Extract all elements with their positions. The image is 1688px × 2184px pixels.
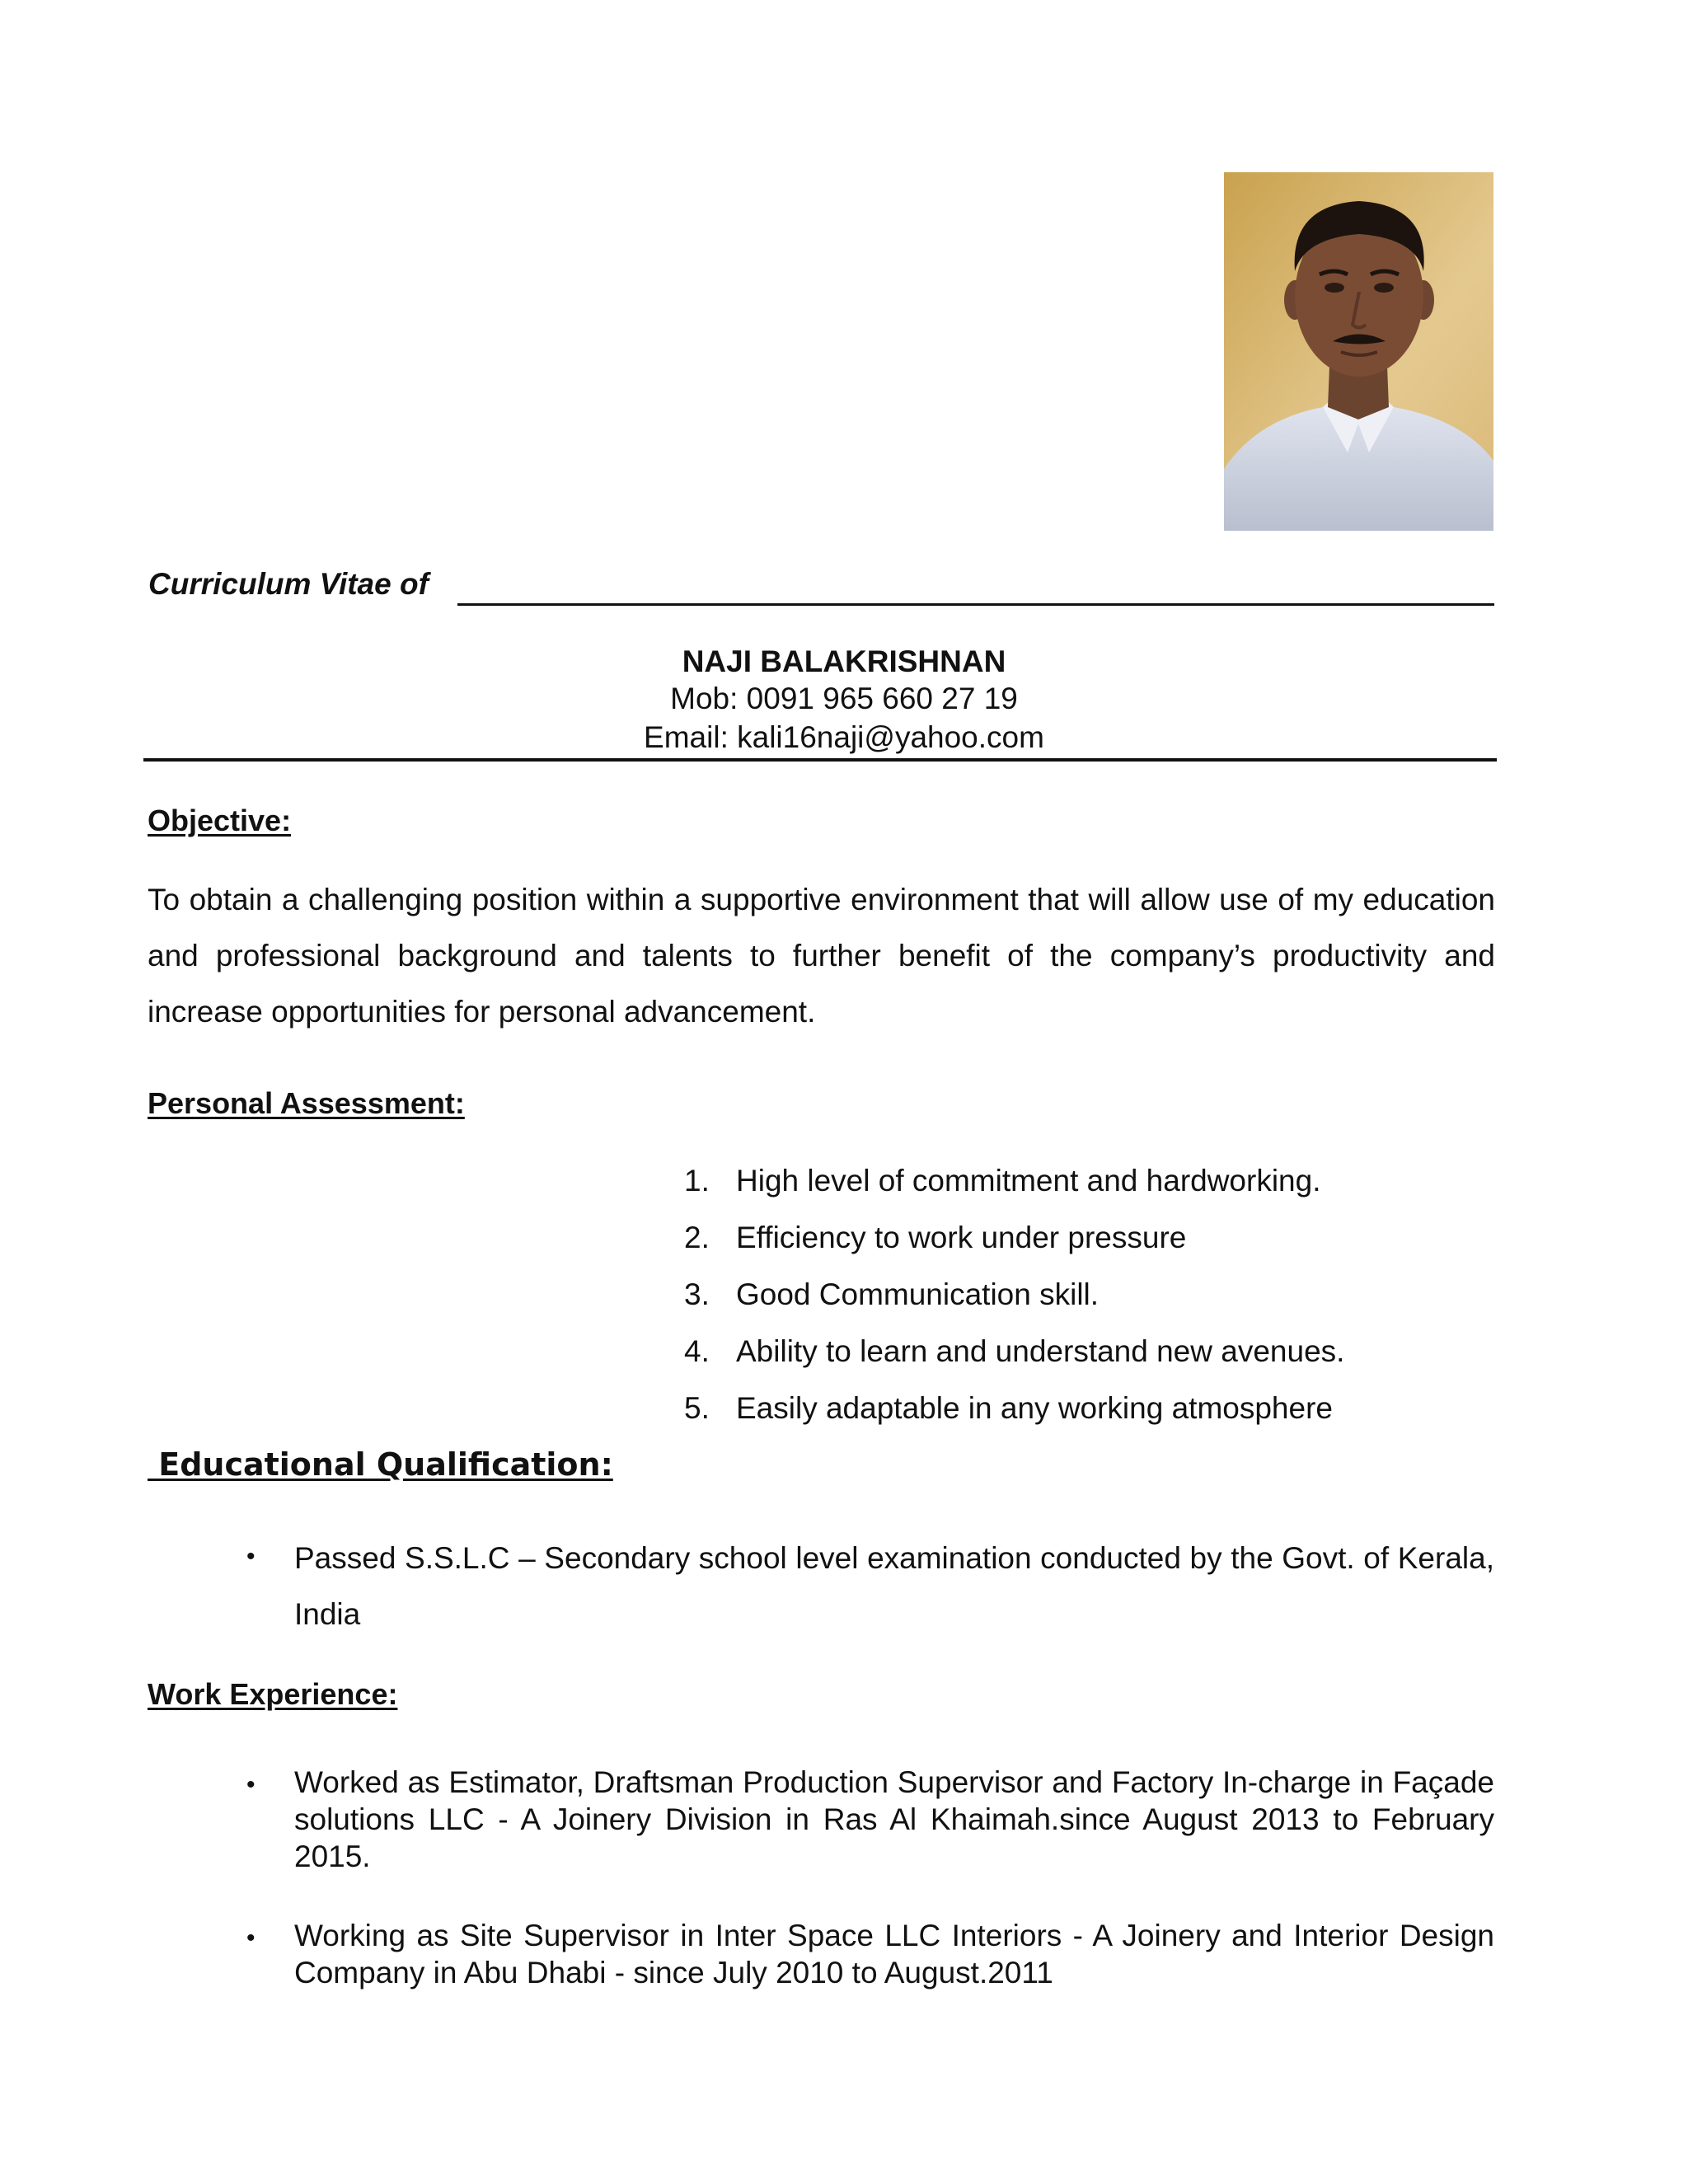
work-heading: Work Experience: (148, 1677, 398, 1711)
cv-title: Curriculum Vitae of (148, 567, 429, 601)
assessment-heading: Personal Assessment: (148, 1086, 465, 1120)
list-item (684, 1277, 1099, 1312)
work-item: Working as Site Supervisor in Inter Space LLC Interiors - A Joinery and Interior Design Company in Abu Dhabi - since July 2010 to August.2011 (294, 1919, 1494, 1990)
email-address: Email: kali16naji@yahoo.com (644, 720, 1044, 754)
objective-heading: Objective: (148, 804, 292, 837)
header-divider (143, 758, 1497, 762)
list-item (684, 1221, 1186, 1255)
candidate-name: NAJI BALAKRISHNAN (682, 644, 1006, 678)
objective-text: To obtain a challenging position within a supportive environment that will allow use of my education and professional background and talents to further benefit of the company’s productivity and increase opportunities for personal advancement. (148, 883, 1495, 1029)
list-number: 1. (684, 1164, 710, 1197)
list-item-text: Efficiency to work under pressure (736, 1221, 1187, 1254)
list-number: 2. (684, 1221, 710, 1254)
education-heading: Educational Qualification: (148, 1446, 613, 1483)
list-item (684, 1334, 1344, 1369)
list-number: 3. (684, 1277, 710, 1311)
mobile-number: Mob: 0091 965 660 27 19 (670, 682, 1018, 715)
list-number: 5. (684, 1391, 710, 1425)
work-item: Worked as Estimator, Draftsman Production Supervisor and Factory In-charge in Façade solutions LLC - A Joinery Division in Ras Al Khaimah.since August 2013 to February 2015. (294, 1765, 1494, 1873)
list-item (684, 1164, 1321, 1198)
list-item-text: High level of commitment and hardworking. (736, 1164, 1321, 1197)
list-item-text: Good Communication skill. (736, 1277, 1100, 1311)
list-item (684, 1391, 1333, 1426)
bullet-icon: • (246, 1771, 256, 1798)
list-number: 4. (684, 1334, 710, 1368)
bullet-icon: • (246, 1543, 256, 1570)
list-item-text: Easily adaptable in any working atmosphere (736, 1391, 1333, 1425)
profile-photo (1224, 172, 1493, 531)
list-item-text: Ability to learn and understand new avenues. (736, 1334, 1345, 1368)
education-item: Passed S.S.L.C – Secondary school level examination conducted by the Govt. of Kerala, India (294, 1541, 1494, 1631)
cv-title-underline (457, 603, 1494, 606)
bullet-icon: • (246, 1924, 256, 1952)
